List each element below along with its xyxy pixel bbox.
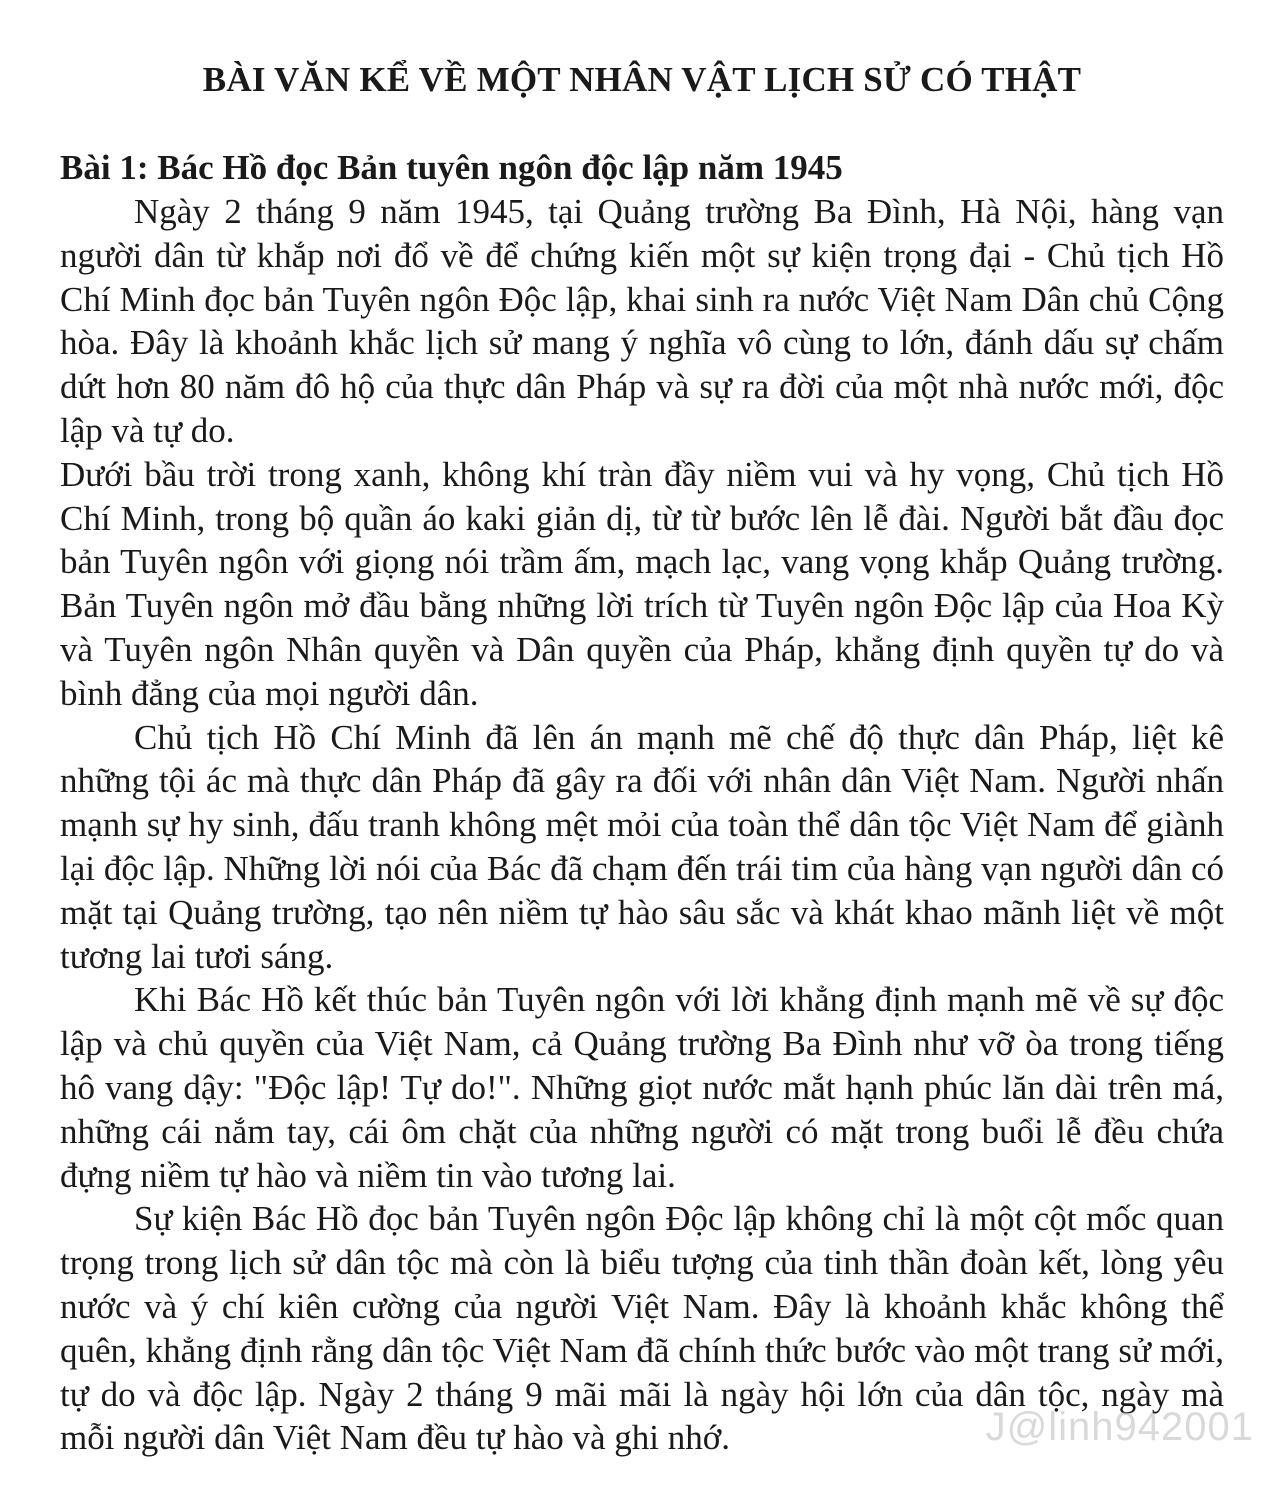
watermark: J@linh942001 bbox=[985, 1405, 1254, 1449]
document-title: BÀI VĂN KỂ VỀ MỘT NHÂN VẬT LỊCH SỬ CÓ THẬT bbox=[202, 60, 1082, 99]
paragraph-2: Dưới bầu trời trong xanh, không khí tràn đầy niềm vui và hy vọng, Chủ tịch Hồ Chí Minh, trong bộ quần áo kaki giản dị, từ từ bước lên lễ đài. Người bắt đầu đọc bản Tuyên ngôn với giọng nói trầm ấm, mạch lạc, vang vọng khắp Quảng trường. Bản Tuyên ngôn mở đầu bằng những lời trích từ Tuyên ngôn Độc lập của Hoa Kỳ và Tuyên ngôn Nhân quyền và Dân quyền của Pháp, khẳng định quyền tự do và bình đẳng của mọi người dân. bbox=[60, 454, 1224, 713]
paragraph-3: Chủ tịch Hồ Chí Minh đã lên án mạnh mẽ chế độ thực dân Pháp, liệt kê những tội ác mà thực dân Pháp đã gây ra đối với nhân dân Việt Nam. Người nhấn mạnh sự hy sinh, đấu tranh không mệt mỏi của toàn thể dân tộc Việt Nam để giành lại độc lập. Những lời nói của Bác đã chạm đến trái tim của hàng vạn người dân có mặt tại Quảng trường, tạo nên niềm tự hào sâu sắc và khát khao mãnh liệt về một tương lai tươi sáng. bbox=[60, 717, 1224, 976]
paragraph-1: Ngày 2 tháng 9 năm 1945, tại Quảng trường Ba Đình, Hà Nội, hàng vạn người dân từ khắp nơi đổ về để chứng kiến một sự kiện trọng đại - Chủ tịch Hồ Chí Minh đọc bản Tuyên ngôn Độc lập, khai sinh ra nước Việt Nam Dân chủ Cộng hòa. Đây là khoảnh khắc lịch sử mang ý nghĩa vô cùng to lớn, đánh dấu sự chấm dứt hơn 80 năm đô hộ của thực dân Pháp và sự ra đời của một nhà nước mới, độc lập và tự do. bbox=[60, 192, 1224, 450]
paragraph-5: Sự kiện Bác Hồ đọc bản Tuyên ngôn Độc lập không chỉ là một cột mốc quan trọng trong lịch sử dân tộc mà còn là biểu tượng của tinh thần đoàn kết, lòng yêu nước và ý chí kiên cường của người Việt Nam. Đây là khoảnh khắc không thể quên, khẳng định rằng dân tộc Việt Nam đã chính thức bước vào một trang sử mới, tự do và độc lập. Ngày 2 tháng 9 mãi mãi là ngày hội lớn của dân tộc, ngày mà mỗi người dân Việt Nam đều tự hào và ghi nhớ. bbox=[60, 1199, 1224, 1458]
paragraph-4: Khi Bác Hồ kết thúc bản Tuyên ngôn với lời khẳng định mạnh mẽ về sự độc lập và chủ quyền của Việt Nam, cả Quảng trường Ba Đình như vỡ òa trong tiếng hô vang dậy: "Độc lập! Tự do!". Những giọt nước mắt hạnh phúc lăn dài trên má, những cái nắm tay, cái ôm chặt của những người có mặt trong buổi lễ đều chứa đựng niềm tự hào và niềm tin vào tương lai. bbox=[60, 980, 1224, 1195]
document-page bbox=[60, 52, 1224, 1460]
section-heading: Bài 1: Bác Hồ đọc Bản tuyên ngôn độc lập năm 1945 bbox=[60, 148, 843, 187]
